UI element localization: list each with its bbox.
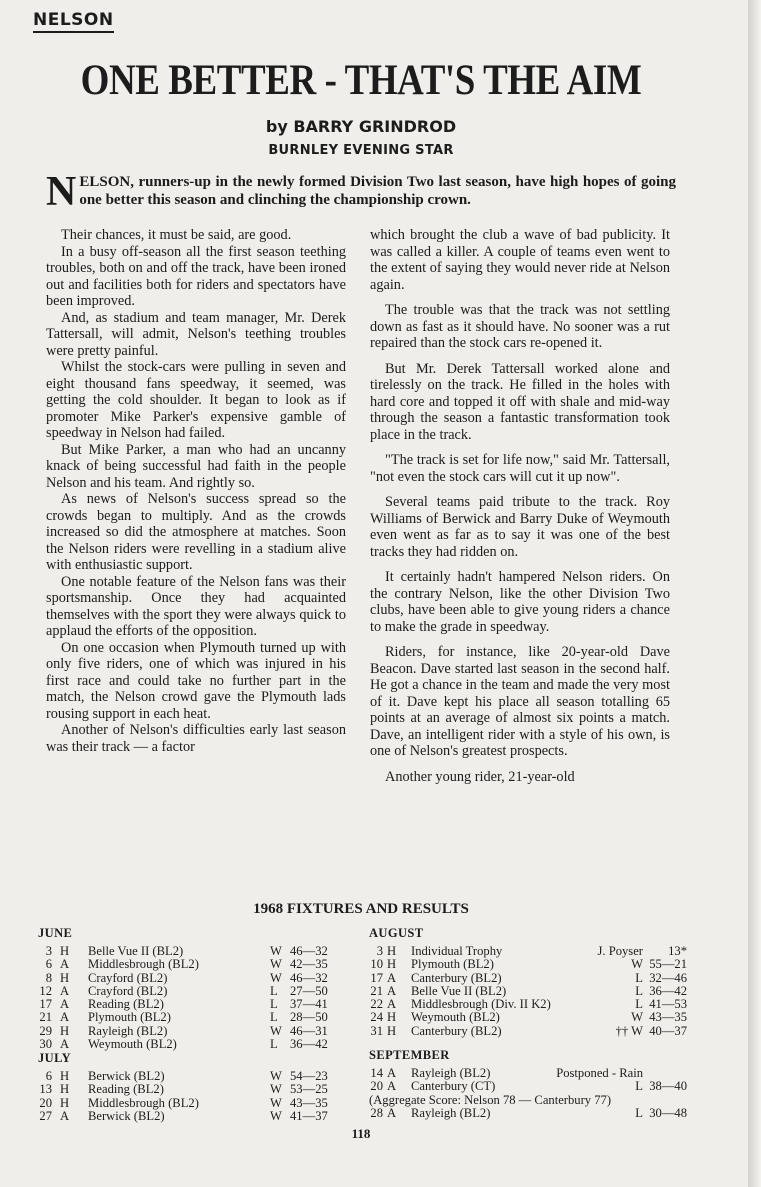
fixture-result: W bbox=[631, 957, 643, 972]
fixture-score: 32—46 bbox=[649, 970, 687, 985]
fixtures-september bbox=[369, 1049, 687, 1120]
fixture-venue: H bbox=[60, 1095, 70, 1110]
drop-cap: N bbox=[46, 169, 77, 215]
fixture-result: W bbox=[270, 1069, 282, 1083]
paragraph: In a busy off-season all the first season teething troubles, both on and off the track, have been ironed out and facilities both for riders and spectators have been improved. bbox=[46, 243, 346, 309]
fixture-day: 24 bbox=[370, 1010, 383, 1025]
fixture-result: L bbox=[635, 970, 643, 985]
fixture-venue: A bbox=[387, 1079, 397, 1094]
fixture-opponent: Plymouth (BL2) bbox=[411, 957, 494, 972]
fixture-venue: A bbox=[60, 983, 70, 998]
fixture-venue: A bbox=[387, 983, 397, 998]
fixture-opponent: Berwick (BL2) bbox=[88, 1108, 165, 1123]
fixture-result: L bbox=[635, 983, 643, 998]
fixture-opponent: Middlesbrough (Div. II K2) bbox=[411, 997, 551, 1012]
fixture-row bbox=[369, 1025, 687, 1038]
fixture-row bbox=[38, 1070, 348, 1083]
fixture-opponent: Weymouth (BL2) bbox=[411, 1010, 500, 1025]
fixture-day: 6 bbox=[45, 1069, 52, 1083]
fixture-opponent: Canterbury (CT) bbox=[411, 1079, 496, 1094]
fixture-opponent: Individual Trophy bbox=[411, 944, 503, 958]
month-heading: JUNE bbox=[38, 926, 73, 940]
fixtures-title: 1968 FIXTURES AND RESULTS bbox=[253, 901, 469, 917]
fixture-opponent: Weymouth (BL2) bbox=[88, 1037, 177, 1052]
paragraph: One notable feature of the Nelson fans was their sportsmanship. Once they had acquainted themselves with the sport they were always quick to applaud the efforts of the opposition. bbox=[46, 573, 346, 639]
fixture-result: L bbox=[270, 1037, 278, 1052]
month-heading: JULY bbox=[38, 1051, 72, 1065]
paragraph: As news of Nelson's success spread so the crowds began to multiply. And as the crowds increased so did the atmosphere at matches. Soon the Nelson riders were revelling in a stadium alive with enthusiastic support. bbox=[46, 491, 346, 573]
fixture-opponent: Rayleigh (BL2) bbox=[411, 1066, 491, 1080]
fixture-day: 3 bbox=[45, 944, 52, 958]
fixture-row bbox=[38, 1038, 348, 1051]
paragraph: It certainly hadn't hampered Nelson riders. On the contrary Nelson, like the other Division Two clubs, have been able to give young riders a chance to make the grade in speedway. bbox=[370, 569, 670, 635]
fixture-venue: A bbox=[387, 970, 397, 985]
fixture-opponent: Crayford (BL2) bbox=[88, 983, 168, 998]
fixture-result: W bbox=[270, 944, 282, 958]
fixture-venue: A bbox=[60, 1037, 70, 1052]
fixture-opponent: Canterbury (BL2) bbox=[411, 970, 502, 985]
fixture-score: 27—50 bbox=[290, 983, 328, 998]
fixture-row bbox=[369, 1011, 687, 1024]
fixture-score: 54—23 bbox=[290, 1069, 328, 1083]
fixture-day: 12 bbox=[39, 983, 52, 998]
fixture-row bbox=[38, 1025, 348, 1038]
fixture-result: W bbox=[270, 1108, 282, 1123]
fixture-opponent: Belle Vue II (BL2) bbox=[88, 944, 184, 958]
fixture-score: 43—35 bbox=[290, 1095, 328, 1110]
fixture-venue: H bbox=[387, 1010, 397, 1025]
fixture-row bbox=[369, 1067, 687, 1080]
fixture-opponent: Plymouth (BL2) bbox=[88, 1010, 171, 1025]
fixture-opponent: Reading (BL2) bbox=[88, 1082, 164, 1097]
fixture-score: 41—53 bbox=[649, 997, 687, 1012]
fixture-row bbox=[369, 998, 687, 1011]
lead-paragraph bbox=[46, 169, 676, 215]
fixture-opponent: Belle Vue II (BL2) bbox=[411, 983, 507, 998]
fixture-opponent: Middlesbrough (BL2) bbox=[88, 1095, 199, 1110]
fixture-row bbox=[369, 1080, 687, 1093]
section-tag: NELSON bbox=[33, 10, 114, 33]
fixture-score: 46—32 bbox=[290, 944, 328, 958]
fixture-venue: A bbox=[60, 1108, 70, 1123]
fixture-venue: H bbox=[387, 957, 397, 972]
aggregate-score: (Aggregate Score: Nelson 78 — Canterbury 77) bbox=[369, 1092, 612, 1107]
fixture-result: W bbox=[270, 1082, 282, 1097]
fixture-venue: A bbox=[60, 1010, 70, 1025]
paragraph: "The track is set for life now," said Mr. Tattersall, "not even the stock cars will cut it up now". bbox=[370, 452, 670, 485]
fixtures-june bbox=[38, 927, 348, 1051]
fixture-day: 30 bbox=[39, 1037, 52, 1052]
fixture-row bbox=[369, 945, 687, 958]
fixture-day: 6 bbox=[45, 957, 52, 972]
paragraph: And, as stadium and team manager, Mr. Derek Tattersall, will admit, Nelson's teething troubles were pretty painful. bbox=[46, 309, 346, 359]
month-heading: AUGUST bbox=[369, 926, 424, 940]
fixture-result: W bbox=[631, 1010, 643, 1025]
fixture-score: 28—50 bbox=[290, 1010, 328, 1025]
paragraph: But Mike Parker, a man who had an uncanny knack of being successful had faith in the people Nelson and his team. And rightly so. bbox=[46, 441, 346, 491]
fixture-row bbox=[369, 1107, 687, 1120]
fixture-day: 22 bbox=[370, 997, 383, 1012]
fixture-venue: H bbox=[60, 1069, 70, 1083]
fixture-venue: A bbox=[387, 997, 397, 1012]
fixture-row bbox=[369, 985, 687, 998]
paragraph: Another young rider, 21-year-old bbox=[385, 768, 575, 785]
fixture-opponent: Canterbury (BL2) bbox=[411, 1023, 502, 1038]
fixture-row bbox=[38, 945, 348, 958]
fixture-day: 13 bbox=[39, 1082, 52, 1097]
headline: ONE BETTER - THAT'S THE AIM bbox=[80, 57, 642, 104]
fixture-venue: A bbox=[60, 957, 70, 972]
fixture-row bbox=[369, 958, 687, 971]
paragraph: Whilst the stock-cars were pulling in seven and eight thousand fans speedway, it seemed, was getting the cold shoulder. It began to look as if promoter Mike Parker's expensive gamble of speedway in Nelson had failed. bbox=[46, 359, 346, 441]
fixture-venue: A bbox=[60, 997, 70, 1012]
paragraph: On one occasion when Plymouth turned up with only five riders, one of which was injured in his first race and could take no further part in the match, the Nelson crowd gave the Plymouth lads rousing support in each heat. bbox=[46, 639, 346, 722]
fixture-opponent: Rayleigh (BL2) bbox=[88, 1023, 168, 1038]
fixture-score: 40—37 bbox=[649, 1023, 687, 1038]
fixture-score: 55—21 bbox=[649, 957, 687, 972]
paragraph: Another of Nelson's difficulties early last season was their track — a factor bbox=[46, 722, 346, 755]
fixture-row bbox=[38, 1110, 348, 1123]
fixture-venue: A bbox=[387, 1105, 397, 1120]
fixture-day: 20 bbox=[370, 1079, 383, 1094]
fixture-result: L bbox=[270, 1010, 278, 1025]
fixture-day: 14 bbox=[370, 1066, 383, 1080]
fixture-day: 17 bbox=[370, 970, 383, 985]
fixture-score: 53—25 bbox=[290, 1082, 328, 1097]
fixture-day: 3 bbox=[376, 944, 383, 958]
fixture-score: 42—35 bbox=[290, 957, 328, 972]
paragraph: which brought the club a wave of bad publicity. It was called a killer. A couple of teams even went to the extent of saying they would never ride at Nelson again. bbox=[370, 227, 670, 293]
fixture-result: W bbox=[270, 970, 282, 985]
paragraph: Several teams paid tribute to the track. Roy Williams of Berwick and Barry Duke of Weymouth even went as far as to say it was one of the best tracks they had ridden on. bbox=[370, 494, 670, 560]
page-number: 118 bbox=[351, 1126, 371, 1141]
fixture-result: W bbox=[270, 1095, 282, 1110]
fixture-score: 30—48 bbox=[649, 1105, 687, 1120]
fixture-row bbox=[38, 1097, 348, 1110]
fixture-score: 41—37 bbox=[290, 1108, 328, 1123]
fixture-score: 13* bbox=[668, 944, 687, 958]
fixture-venue: H bbox=[60, 944, 70, 958]
article-column-left bbox=[46, 227, 346, 755]
publication-name: BURNLEY EVENING STAR bbox=[268, 143, 454, 158]
fixture-row bbox=[38, 998, 348, 1011]
fixture-day: 29 bbox=[39, 1023, 52, 1038]
fixture-result: Postponed - Rain bbox=[556, 1066, 643, 1080]
article-column-right bbox=[370, 227, 670, 794]
fixture-result: L bbox=[635, 1079, 643, 1094]
fixture-day: 31 bbox=[370, 1023, 383, 1038]
fixture-score: 43—35 bbox=[649, 1010, 687, 1025]
fixture-day: 27 bbox=[39, 1108, 52, 1123]
fixture-opponent: Rayleigh (BL2) bbox=[411, 1105, 491, 1120]
fixture-venue: H bbox=[387, 1023, 397, 1038]
page-edge bbox=[748, 0, 761, 1187]
fixture-result: W bbox=[270, 957, 282, 972]
fixture-result: L bbox=[635, 1105, 643, 1120]
fixture-row bbox=[38, 958, 348, 971]
fixture-day: 20 bbox=[39, 1095, 52, 1110]
fixture-opponent: Middlesbrough (BL2) bbox=[88, 957, 199, 972]
byline: by BARRY GRINDROD bbox=[265, 117, 457, 136]
fixture-result: L bbox=[635, 997, 643, 1012]
fixture-result: L bbox=[270, 997, 278, 1012]
fixture-venue: H bbox=[387, 944, 397, 958]
month-heading: SEPTEMBER bbox=[369, 1048, 450, 1062]
fixture-score: 36—42 bbox=[290, 1037, 328, 1052]
lead-text: ELSON, runners-up in the newly formed Division Two last season, have high hopes of going one better this season and clinching the championship crown. bbox=[79, 174, 676, 208]
fixture-venue: A bbox=[387, 1066, 397, 1080]
fixture-result: L bbox=[270, 983, 278, 998]
fixture-day: 21 bbox=[39, 1010, 52, 1025]
fixture-row bbox=[38, 1083, 348, 1096]
fixture-day: 17 bbox=[39, 997, 52, 1012]
fixture-venue: H bbox=[60, 970, 70, 985]
fixture-score: 36—42 bbox=[649, 983, 687, 998]
fixture-score: 46—31 bbox=[290, 1023, 328, 1038]
paragraph: Their chances, it must be said, are good. bbox=[61, 227, 292, 243]
fixture-venue: H bbox=[60, 1082, 70, 1097]
fixture-result: J. Poyser bbox=[597, 944, 643, 958]
paragraph: But Mr. Derek Tattersall worked alone and tirelessly on the track. He filled in the holes with hard core and topped it off with shale and mid-way through the season a fantastic transformation took place in the track. bbox=[370, 360, 670, 443]
fixture-row bbox=[38, 972, 348, 985]
fixture-score: 38—40 bbox=[649, 1079, 687, 1094]
fixture-day: 8 bbox=[45, 970, 52, 985]
fixture-opponent: Berwick (BL2) bbox=[88, 1069, 165, 1083]
fixture-row bbox=[369, 972, 687, 985]
fixture-result: †† W bbox=[615, 1023, 643, 1038]
paragraph: The trouble was that the track was not settling down as fast as it should have. No sooner was a rut repaired than the stock cars re-opened it. bbox=[370, 302, 670, 351]
fixture-venue: H bbox=[60, 1023, 70, 1038]
fixture-opponent: Reading (BL2) bbox=[88, 997, 164, 1012]
fixture-row bbox=[38, 1011, 348, 1024]
fixture-day: 21 bbox=[370, 983, 383, 998]
fixture-row bbox=[38, 985, 348, 998]
fixture-day: 28 bbox=[370, 1105, 383, 1120]
fixture-score: 46—32 bbox=[290, 970, 328, 985]
fixtures-august bbox=[369, 927, 687, 1038]
fixture-opponent: Crayford (BL2) bbox=[88, 970, 168, 985]
fixture-result: W bbox=[270, 1023, 282, 1038]
paragraph: Riders, for instance, like 20-year-old Dave Beacon. Dave started last season in the second half. He got a chance in the team and made the very most of it. Dave kept his place all season totalling 65 points at an average of almost six points a match. Dave, an intelligent rider with a style of his own, is one of Nelson's greatest prospects. bbox=[370, 644, 670, 759]
fixtures-july bbox=[38, 1052, 348, 1123]
fixture-score: 37—41 bbox=[290, 997, 328, 1012]
fixture-day: 10 bbox=[370, 957, 383, 972]
